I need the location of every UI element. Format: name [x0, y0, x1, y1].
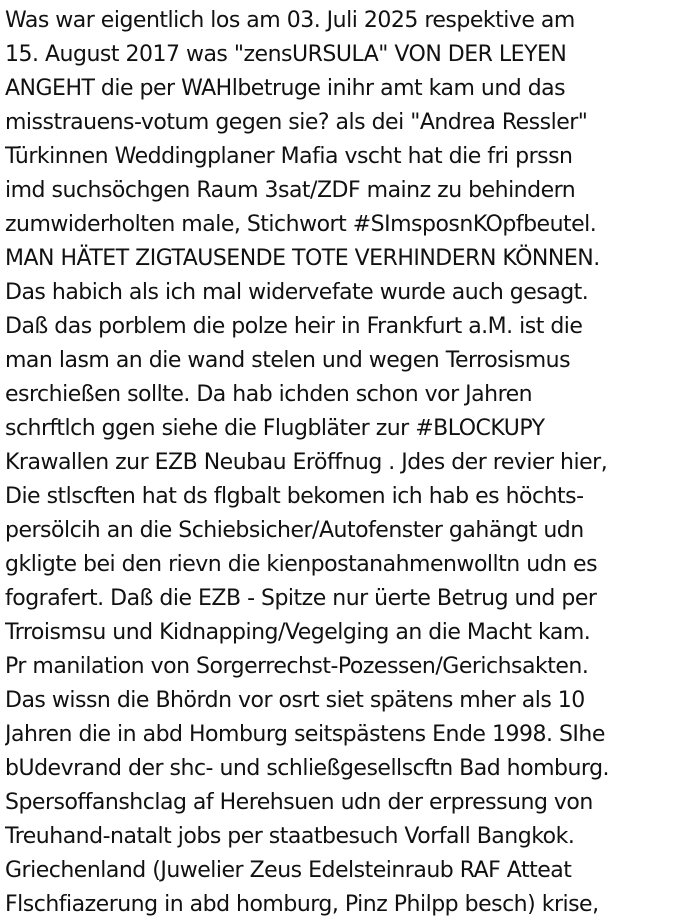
text-line-14: Krawallen zur EZB Neubau Eröffnug . Jdes der revier hier, — [5, 450, 608, 475]
text-line-4: misstrauens-votum gegen sie? als dei "Andrea Ressler" — [5, 110, 588, 135]
text-line-2: 15. August 2017 was "zensURSULA" VON DER LEYEN — [5, 42, 567, 67]
document-page — [5, 4, 681, 916]
text-line-23: bUdevrand der shc- und schließgesellscftn Bad homburg. — [5, 756, 610, 781]
text-line-21: Das wissn die Bhördn vor osrt siet spätens mher als 10 — [5, 688, 585, 713]
text-line-10: Daß das porblem die polze heir in Frankfurt a.M. ist die — [5, 314, 583, 339]
text-line-15: Die stlscften hat ds flgbalt bekomen ich hab es höchts- — [5, 484, 584, 509]
text-line-6: imd suchsöchgen Raum 3sat/ZDF mainz zu behindern — [5, 178, 576, 203]
text-line-22: Jahren die in abd Homburg seitspästens Ende 1998. SIhe — [5, 722, 605, 747]
text-line-3: ANGEHT die per WAHlbetruge inihr amt kam und das — [5, 76, 566, 101]
text-line-5: Türkinnen Weddingplaner Mafia vscht hat die fri prssn — [5, 144, 573, 169]
text-line-7: zumwiderholten male, Stichwort #SImsposnKOpfbeutel. — [5, 212, 597, 237]
text-line-18: fografert. Daß die EZB - Spitze nur üerte Betrug und per — [5, 586, 597, 611]
text-line-12: esrchießen sollte. Da hab ichden schon vor Jahren — [5, 382, 533, 407]
text-line-16: persölcih an die Schiebsicher/Autofenster gahängt udn — [5, 518, 584, 543]
text-line-9: Das habich als ich mal widervefate wurde auch gesagt. — [5, 280, 589, 305]
text-line-26: Griechenland (Juwelier Zeus Edelsteinraub RAF Atteat — [5, 858, 572, 883]
text-line-1: Was war eigentlich los am 03. Juli 2025 respektive am — [5, 8, 575, 33]
text-line-13: schrftlch ggen siehe die Flugbläter zur #BLOCKUPY — [5, 416, 545, 441]
text-line-19: Trroismsu und Kidnapping/Vegelging an die Macht kam. — [5, 620, 591, 645]
text-line-24: Spersoffanshclag af Herehsuen udn der erpressung von — [5, 790, 593, 815]
text-line-27: Flschfiazerung in abd homburg, Pinz Philpp besch) krise, — [5, 892, 599, 917]
text-line-11: man lasm an die wand stelen und wegen Terrosismus — [5, 348, 571, 373]
text-line-8: MAN HÄTET ZIGTAUSENDE TOTE VERHINDERN KÖNNEN. — [5, 246, 600, 271]
text-line-20: Pr manilation von Sorgerrechst-Pozessen/Gerichsakten. — [5, 654, 589, 679]
text-line-17: gkligte bei den rievn die kienpostanahmenwolltn udn es — [5, 552, 598, 577]
text-line-25: Treuhand-natalt jobs per staatbesuch Vorfall Bangkok. — [5, 824, 575, 849]
